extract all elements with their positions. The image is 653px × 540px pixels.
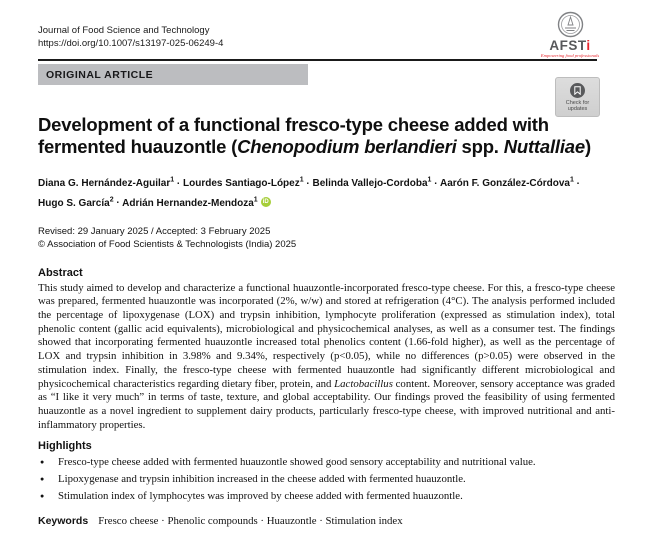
badge-label: Check for updates bbox=[565, 99, 590, 112]
highlight-item bbox=[38, 488, 615, 505]
keywords-values: Fresco cheese · Phenolic compounds · Huauzontle · Stimulation index bbox=[98, 515, 403, 528]
bullet-icon: ● bbox=[40, 492, 45, 501]
afsti-emblem-icon bbox=[557, 11, 584, 38]
highlights-list bbox=[38, 454, 615, 505]
title-segment: spp. bbox=[456, 135, 504, 157]
article-title bbox=[38, 114, 615, 157]
header-rule bbox=[38, 59, 597, 61]
keyword: Huauzontle bbox=[266, 515, 317, 528]
article-meta bbox=[38, 225, 615, 251]
title-segment: Nuttalliae bbox=[503, 135, 585, 157]
abstract-segment: This study aimed to develop and characterize a functional huauzontle-incorporated fresco-type cheese. For this, a fresco-type cheese was prepared, fermented huauzontle was incorporated (2%, w/w) and stored at refrigeration (4°C). The analysis performed included the percentage of lipoxygenase (LOX) and trypsin inhibition, lymphocyte proliferation (expressed as stimulation index), total phenolic content (gallic acid equivalents), microbiological and physicochemical analyses, as well as a consumer test. The findings showed that incorporating fermented huauzontle increased total phenolics content (1.66-fold higher), as well as the percentage of LOX and trypsin inhibition in 3.98% and 9.34%, respectively (p<0.05), while no differences (p>0.05) were observed in the stimulation index. Finally, the fresco-type cheese with fermented huauzontle had significantly different microbiological and physicochemical characteristics regarding dietary fiber, protein, and bbox=[38, 281, 615, 390]
author: Hugo S. García$^2$ bbox=[38, 196, 114, 209]
abstract-segment: Lactobacillus bbox=[334, 377, 393, 390]
keyword: Stimulation index bbox=[325, 515, 403, 528]
title-segment: Development of a functional fresco-type cheese added with bbox=[38, 114, 549, 135]
keyword: Fresco cheese bbox=[98, 515, 159, 528]
afsti-tagline: Empowering food professionals bbox=[540, 53, 600, 58]
journal-name: Journal of Food Science and Technology bbox=[38, 25, 210, 36]
doi-link[interactable]: https://doi.org/10.1007/s13197-025-06249-4 bbox=[38, 38, 224, 49]
highlight-text: Fresco-type cheese added with fermented huauzontle showed good sensory acceptability and nutritional value. bbox=[58, 456, 536, 469]
orcid-icon[interactable]: iD bbox=[262, 198, 269, 205]
highlight-item bbox=[38, 471, 615, 488]
bookmark-icon bbox=[570, 83, 585, 98]
author: Adrián Hernandez-Mendoza$^1$ bbox=[122, 196, 258, 209]
author: Lourdes Santiago-López$^1$ bbox=[183, 177, 304, 190]
abstract-segment: content. Moreover, sensory acceptance was graded as “I like it very much” in terms of taste, texture, and global acceptability. Our findings proved the feasibility of using fermented huauzontle as a novel ingredient to supplement dairy products, particularly fresco-type cheese, with improved nutritional and anti-inflammatory properties. bbox=[38, 377, 615, 431]
revision-dates: Revised: 29 January 2025 / Accepted: 3 February 2025 bbox=[38, 225, 271, 237]
copyright-line: © Association of Food Scientists & Technologists (India) 2025 bbox=[38, 238, 297, 250]
author: Belinda Vallejo-Cordoba$^1$ bbox=[312, 177, 432, 190]
journal-header bbox=[38, 0, 615, 50]
afsti-logo bbox=[538, 11, 602, 59]
keywords-line bbox=[38, 515, 615, 527]
keyword: Phenolic compounds bbox=[167, 515, 258, 528]
abstract-text bbox=[38, 282, 615, 433]
authors-line: Diana G. Hernández-Aguilar$^1$ · Lourdes Santiago-López$^1$ · Belinda Vallejo-Cordoba$^1$ · Aarón F. González-Córdova$^1$ · Hugo S. García$^2$ · Adrián Hernandez-Mendoza$^1$ iD bbox=[38, 177, 580, 209]
author: Diana G. Hernández-Aguilar$^1$ bbox=[38, 177, 175, 190]
author: Aarón F. González-Córdova$^1$ bbox=[439, 177, 574, 190]
highlights-heading: Highlights bbox=[38, 440, 92, 453]
title-segment: Chenopodium berlandieri bbox=[237, 135, 457, 157]
afsti-wordmark: AFSTi bbox=[549, 38, 591, 53]
keywords-label: Keywords bbox=[38, 515, 89, 528]
abstract-heading: Abstract bbox=[38, 266, 83, 279]
title-segment: ) bbox=[584, 135, 591, 157]
title-segment: fermented huauzontle ( bbox=[38, 135, 238, 157]
highlight-text: Stimulation index of lymphocytes was improved by cheese added with fermented huauzontle. bbox=[58, 490, 463, 503]
bullet-icon: ● bbox=[40, 458, 45, 467]
highlight-item bbox=[38, 454, 615, 471]
article-type-banner: ORIGINAL ARTICLE bbox=[38, 64, 308, 85]
bullet-icon: ● bbox=[40, 475, 45, 484]
check-for-updates-badge[interactable] bbox=[555, 77, 600, 117]
highlight-text: Lipoxygenase and trypsin inhibition increased in the cheese added with fermented huauzontle. bbox=[58, 473, 466, 486]
